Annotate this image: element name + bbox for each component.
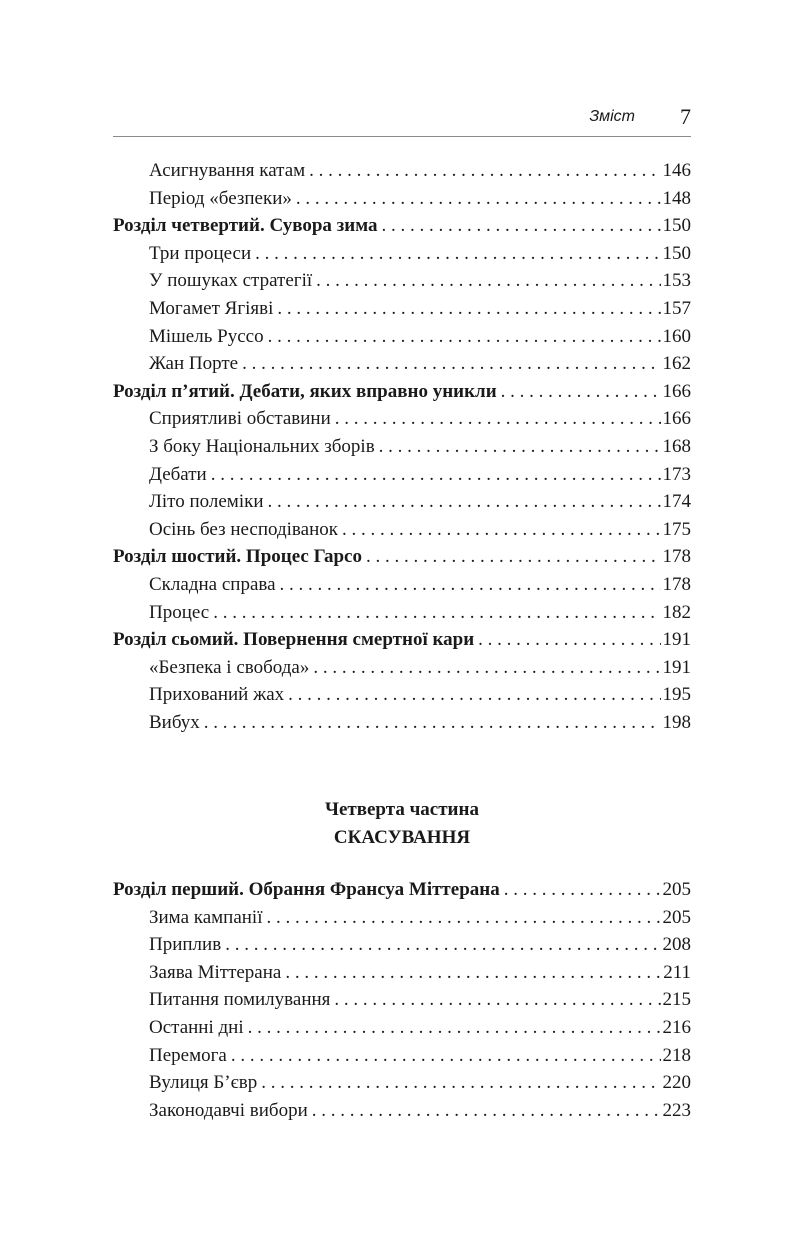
toc-entry-title: Дебати: [149, 463, 207, 485]
toc-leader-dots: [338, 519, 661, 541]
table-of-contents-lower: [113, 879, 691, 1127]
toc-section-entry: [113, 353, 691, 381]
toc-leader-dots: [308, 1100, 661, 1122]
toc-leader-dots: [292, 188, 661, 210]
toc-leader-dots: [500, 879, 661, 901]
toc-entry-page: 168: [662, 435, 691, 457]
toc-entry-title: Законодавчі вибори: [149, 1099, 308, 1121]
toc-entry-page: 220: [662, 1072, 691, 1094]
toc-entry-title: Три процеси: [149, 242, 252, 264]
toc-entry-page: 166: [662, 408, 691, 430]
toc-entry-page: 174: [662, 491, 691, 513]
toc-entry-page: 191: [662, 656, 691, 678]
toc-leader-dots: [284, 684, 660, 706]
toc-entry-page: 205: [662, 879, 691, 900]
toc-leader-dots: [244, 1017, 661, 1039]
toc-entry-page: 211: [663, 961, 691, 983]
toc-entry-page: 166: [662, 380, 691, 402]
toc-entry-title: Прихований жах: [149, 684, 285, 706]
toc-section-entry: [113, 934, 691, 962]
toc-leader-dots: [362, 546, 661, 568]
toc-entry-title: Період «безпеки»: [149, 187, 292, 209]
running-header-section: Зміст: [589, 108, 635, 125]
toc-section-entry: [113, 270, 691, 298]
toc-entry-page: 216: [662, 1016, 691, 1038]
toc-entry-page: 182: [662, 601, 691, 623]
toc-entry-page: 178: [662, 546, 691, 568]
toc-leader-dots: [281, 962, 661, 984]
toc-entry-title: «Безпека і свобода»: [149, 656, 310, 678]
toc-entry-title: Розділ четвертий. Сувора зима: [113, 215, 378, 237]
toc-entry-title: Жан Порте: [149, 353, 239, 375]
toc-section-entry: [113, 1072, 691, 1100]
toc-entry-title: Розділ сьомий. Повернення смертної кари: [113, 629, 475, 651]
toc-entry-title: Мішель Руссо: [149, 325, 264, 347]
toc-entry-title: Розділ шостий. Процес Гарсо: [113, 546, 362, 568]
toc-section-entry: [113, 326, 691, 354]
toc-leader-dots: [378, 215, 661, 237]
toc-entry-title: Складна справа: [149, 573, 276, 595]
toc-entry-page: 178: [662, 573, 691, 595]
toc-leader-dots: [330, 989, 660, 1011]
toc-section-entry: [113, 464, 691, 492]
toc-entry-page: 198: [662, 711, 691, 733]
toc-section-entry: [113, 408, 691, 436]
toc-section-entry: [113, 298, 691, 326]
toc-entry-page: 146: [662, 160, 691, 181]
table-of-contents-upper: [113, 160, 691, 739]
toc-leader-dots: [209, 602, 660, 624]
toc-entry-page: 162: [662, 353, 691, 375]
toc-leader-dots: [497, 381, 661, 403]
part-name: СКАСУВАННЯ: [333, 827, 471, 848]
toc-entry-title: З боку Національних зборів: [149, 435, 375, 457]
toc-leader-dots: [207, 464, 661, 486]
toc-leader-dots: [309, 657, 660, 679]
toc-entry-title: Процес: [149, 601, 210, 623]
toc-entry-page: 153: [662, 270, 691, 292]
toc-chapter-entry: [113, 546, 691, 574]
toc-entry-page: 215: [662, 989, 691, 1011]
toc-entry-title: Розділ перший. Обрання Франсуа Міттерана: [113, 879, 500, 900]
toc-entry-page: 148: [662, 187, 691, 209]
toc-entry-title: Заява Міттерана: [149, 961, 282, 983]
toc-section-entry: [113, 712, 691, 740]
toc-leader-dots: [375, 436, 661, 458]
toc-chapter-entry: [113, 381, 691, 409]
toc-section-entry: [113, 574, 691, 602]
toc-section-entry: [113, 1017, 691, 1045]
toc-entry-title: У пошуках стратегії: [149, 270, 313, 292]
running-header: [113, 104, 691, 137]
toc-entry-title: Зима кампанії: [149, 906, 263, 928]
toc-leader-dots: [264, 491, 661, 513]
toc-entry-page: 150: [662, 242, 691, 264]
toc-entry-title: Вулиця Б’євр: [149, 1072, 258, 1094]
toc-entry-title: Питання помилування: [149, 989, 331, 1011]
toc-leader-dots: [251, 243, 660, 265]
toc-entry-title: Могамет Ягіяві: [149, 297, 274, 319]
toc-leader-dots: [238, 353, 660, 375]
toc-entry-page: 160: [662, 325, 691, 347]
toc-section-entry: [113, 602, 691, 630]
toc-chapter-entry: [113, 879, 691, 907]
toc-entry-title: Осінь без несподіванок: [149, 518, 338, 540]
toc-chapter-entry: [113, 215, 691, 243]
toc-leader-dots: [263, 907, 661, 929]
page-number: 7: [680, 104, 691, 129]
toc-entry-title: Перемога: [149, 1044, 227, 1066]
toc-leader-dots: [221, 934, 660, 956]
toc-section-entry: [113, 1045, 691, 1073]
toc-leader-dots: [200, 712, 661, 734]
toc-leader-dots: [305, 160, 660, 182]
toc-leader-dots: [257, 1072, 660, 1094]
toc-entry-title: Приплив: [149, 934, 222, 956]
toc-section-entry: [113, 188, 691, 216]
toc-section-entry: [113, 989, 691, 1017]
toc-section-entry: [113, 684, 691, 712]
toc-entry-page: 205: [662, 906, 691, 928]
toc-section-entry: [113, 519, 691, 547]
toc-leader-dots: [227, 1045, 661, 1067]
toc-leader-dots: [474, 629, 660, 651]
toc-entry-page: 175: [662, 518, 691, 540]
toc-leader-dots: [276, 574, 661, 596]
toc-chapter-entry: [113, 629, 691, 657]
toc-entry-page: 157: [662, 297, 691, 319]
toc-section-entry: [113, 1100, 691, 1128]
toc-entry-page: 218: [662, 1044, 691, 1066]
toc-entry-title: Останні дні: [149, 1016, 244, 1038]
toc-leader-dots: [312, 270, 660, 292]
toc-section-entry: [113, 160, 691, 188]
part-heading: [113, 796, 691, 852]
toc-section-entry: [113, 907, 691, 935]
toc-entry-page: 150: [662, 215, 691, 237]
toc-section-entry: [113, 436, 691, 464]
toc-section-entry: [113, 962, 691, 990]
toc-entry-page: 208: [662, 934, 691, 956]
toc-entry-title: Розділ п’ятий. Дебати, яких вправно уникли: [113, 380, 497, 402]
toc-entry-title: Асигнування катам: [149, 160, 306, 181]
toc-entry-page: 191: [662, 629, 691, 651]
toc-entry-title: Вибух: [149, 711, 200, 733]
toc-entry-page: 173: [662, 463, 691, 485]
toc-entry-title: Сприятливі обставини: [149, 408, 331, 430]
toc-section-entry: [113, 657, 691, 685]
toc-leader-dots: [264, 326, 661, 348]
part-number: Четверта частина: [325, 799, 479, 820]
toc-entry-page: 195: [662, 684, 691, 706]
toc-leader-dots: [331, 408, 661, 430]
toc-entry-title: Літо полеміки: [149, 491, 264, 513]
toc-section-entry: [113, 243, 691, 271]
toc-section-entry: [113, 491, 691, 519]
toc-leader-dots: [273, 298, 660, 320]
toc-entry-page: 223: [662, 1099, 691, 1121]
